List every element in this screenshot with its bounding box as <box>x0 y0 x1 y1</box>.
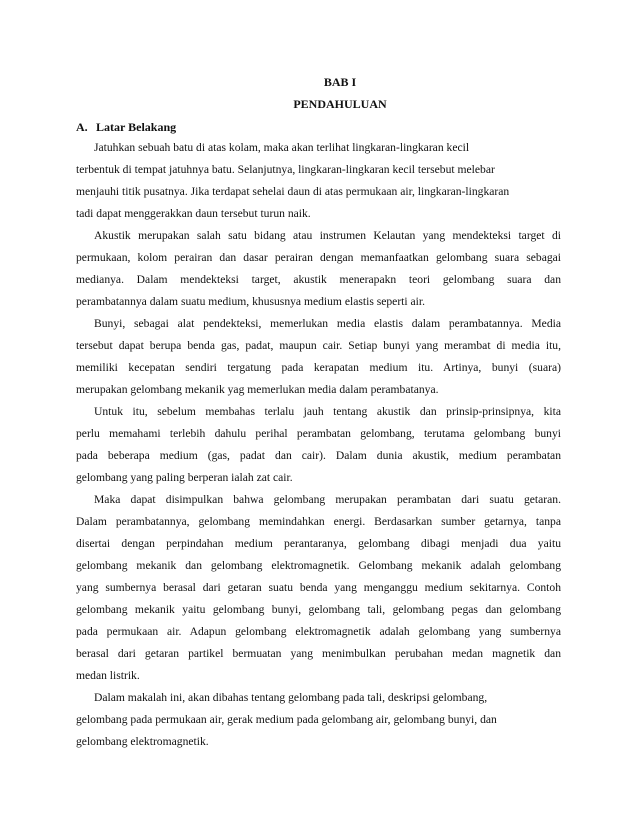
paragraph-line: perambatannya dalam suatu medium, khususnya medium elastis seperti air. <box>76 295 426 308</box>
paragraph-line: tadi dapat menggerakkan daun tersebut turun naik. <box>76 207 311 220</box>
paragraph-line: Bunyi, sebagai alat pendekteksi, memerlukan media elastis dalam perambatannya. Media <box>94 317 561 330</box>
paragraph-line: gelombang pada permukaan air, gerak medium pada gelombang air, gelombang bunyi, dan <box>76 713 497 726</box>
paragraph-line: Untuk itu, sebelum membahas terlalu jauh tentang akustik dan prinsip-prinsipnya, kita <box>94 405 561 418</box>
paragraph-line: gelombang yang paling berperan ialah zat cair. <box>76 471 293 484</box>
paragraph-line: Maka dapat disimpulkan bahwa gelombang merupakan perambatan dari suatu getaran. <box>94 493 561 506</box>
chapter-title: PENDAHULUAN <box>293 97 387 111</box>
paragraph-line: pada beberapa medium (gas, padat dan cair). Dalam dunia akustik, medium perambatan <box>76 449 561 462</box>
section-title: Latar Belakang <box>96 120 177 134</box>
paragraph-line: memiliki kecepatan sendiri tergatung pada kerapatan medium itu. Artinya, bunyi (suara) <box>76 361 561 374</box>
chapter-number: BAB I <box>323 75 357 89</box>
paragraph-line: disertai dengan perpindahan medium perantaranya, gelombang dibagi menjadi dua yaitu <box>76 537 561 550</box>
paragraph-line: tersebut dapat berupa benda gas, padat, maupun cair. Setiap bunyi yang merambat di media itu, <box>76 339 561 352</box>
paragraph-line: gelombang elektromagnetik. <box>76 735 209 748</box>
paragraph-line: pada permukaan air. Adapun gelombang elektromagnetik adalah gelombang yang sumbernya <box>76 625 561 638</box>
paragraph-line: terbentuk di tempat jatuhnya batu. Selanjutnya, lingkaran-lingkaran kecil tersebut melebar <box>76 163 495 176</box>
paragraph-line: medianya. Dalam mendekteksi target, akustik menerapakn teori gelombang suara dan <box>76 273 561 286</box>
paragraph-line: medan listrik. <box>76 669 140 682</box>
paragraph-line: yang sumbernya berasal dari getaran suatu benda yang menganggu medium sekitarnya. Contoh <box>76 581 561 594</box>
paragraph-line: permukaan, kolom perairan dan dasar perairan dengan memanfaatkan gelombang suara sebagai <box>76 251 561 264</box>
paragraph-line: Jatuhkan sebuah batu di atas kolam, maka akan terlihat lingkaran-lingkaran kecil <box>94 141 470 154</box>
section-number: A. <box>76 120 88 134</box>
paragraph-line: merupakan gelombang mekanik yag memerlukan media dalam perambatanya. <box>76 383 439 396</box>
paragraph-line: berasal dari getaran partikel bermuatan yang menimbulkan perubahan medan magnetik dan <box>76 647 561 660</box>
paragraph-line: menjauhi titik pusatnya. Jika terdapat sehelai daun di atas permukaan air, lingkaran-lingkaran <box>76 185 510 198</box>
section-heading <box>76 120 176 135</box>
paragraph-line: Dalam makalah ini, akan dibahas tentang gelombang pada tali, deskripsi gelombang, <box>94 691 488 704</box>
paragraph-line: perlu memahami terlebih dahulu perihal perambatan gelombang, terutama gelombang bunyi <box>76 427 561 440</box>
paragraph-line: Dalam perambatannya, gelombang memindahkan energi. Berdasarkan sumber getarnya, tanpa <box>76 515 561 528</box>
paragraph-line: gelombang mekanik yaitu gelombang bunyi, gelombang tali, gelombang pegas dan gelombang <box>76 603 561 616</box>
paragraph-line: Akustik merupakan salah satu bidang atau instrumen Kelautan yang mendekteksi target di <box>94 229 561 242</box>
paragraph-line: gelombang mekanik dan gelombang elektromagnetik. Gelombang mekanik adalah gelombang <box>76 559 561 572</box>
